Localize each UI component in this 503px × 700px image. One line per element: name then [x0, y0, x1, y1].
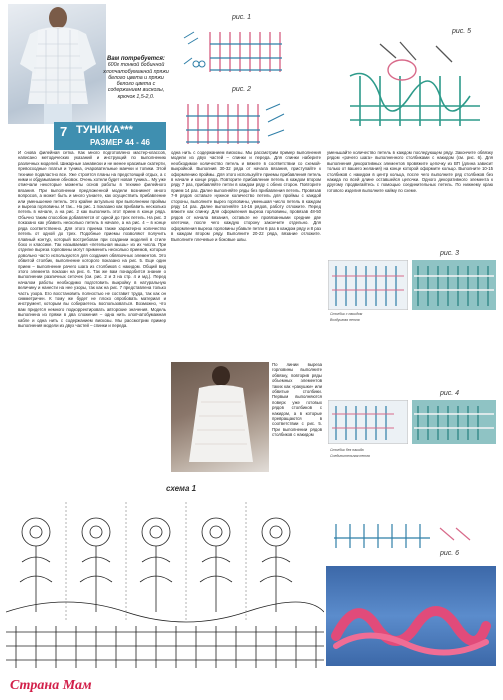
- figure-2-diagram: [180, 96, 290, 148]
- figure-3-diagram: [328, 260, 408, 310]
- figure-6-photo: [326, 566, 496, 666]
- figure-3-label: рис. 3: [440, 250, 460, 257]
- text-column-1: И снова филейная сетка. Как много подготовлено мастер-классов, написано методических указаний и инструкций по выполнению различных моделей. Шикарные занавески и не менее красивые скатерти, превосходные платья и туника, очаровательные маечки и топики. Этой технике подвластно все. Уже строятся планы на предстоящий отдых, а с ними и обдумывание обновок. Очень хотели будет новая туника... Му уже отмечали некоторые моменты основ работы в технике филейного вязания. При выполнении предложенной модели возникнет много вопросов, а может быть и много узнаете, как осуществить прибавление или уменьшение петель. Это крайне актуально при выполнении проймы и выреза горловины. И так... На рис. 1 показано как прибавить несколько петель в начале, а на рис. 2 как выполнить этот прием в конце ряда. Обычно таким способом добавляется от одной до трех петель. На рис. 3 показано как убавить несколько петель в начале, а на рис. 4 – в конце ряда соответственно. Для этого приема также характерно количество петель от одной до трех. Подобные приемы позволяют получить плавный контур, который востребован при создании моделей в стиле бохо и классике. Так называемая «петельная мышь» из их числа. При отделке выреза горловины могут применить несколько приемов, которые довольно часто используются для создания обвязочных элементов. Это обвитой столбик, выполнение которого показано на рис. 5. Еще один прием – выполнение рачего шага из столбиков с накидом. Общий вид этого элемента показан на рис. 6. Так же вам понадобится знание о выполнении различных сеточек (см. рис. 2 и 3 на стр. 4 и мд.). Перед началом работы необходимо подготовить выкройку в натуральную величину и нанести на нее узоры, так как на рис. 7 представлена только часть узора. Его восстановить полностью не составит труда, так как он симметричен. К тому же будет не плохо опробовать материал и инструмент, которым вы собираетесь воспользоваться. Возможно, что вам придется немного подкорректировать авторские значения. Модель выполнена из пряжи в два сложения – одна нить хлопчатобумажная кабле и одна нить с содержанием вискозы. Мы рассмотрим пример выполнения модели из двух частей – спинки и переда.: [18, 150, 166, 328]
- swatch-caption-4: Соединительная петля: [330, 454, 370, 458]
- materials-heading: Вам потребуется:: [107, 56, 165, 62]
- text-column-2-bottom: По линии выреза горловины выполните обвязку, повторив ряды объемных элементов таких как «ракушки» или обвитые столбики. Первым выполняются поверх уже готовых рядов столбиков с накидом, а в которые превращаются в соответствии с рис. 5. При выполнении рядов столбиков с накидом: [272, 362, 322, 438]
- title-block: [54, 122, 166, 150]
- swatch-caption-3: Столбик без накида: [330, 448, 364, 452]
- figure-3-swatch: [412, 260, 496, 310]
- figure-6-label: рис. 6: [440, 550, 460, 557]
- figure-1-label: рис. 1: [232, 14, 252, 21]
- swatch-caption-1: Столбик с накидом: [330, 312, 363, 316]
- text-column-2-top: одна нить с содержанием вискозы. Мы рассмотрим пример выполнения модели из двух частей – спинки и переда. Для спинки наберите необходимое количество петель и вяжите в соответствии со схемой-выкройкой. Выполнив 30-32 ряда от начала вязания, приступайте к оформлению проймы. Для этого используйте приемы прибавления петель в начале и конце ряда. Повторите прибавление петель в каждом втором ряду 7 раз, прибавляйте петли в каждом ряду с обеих сторон. Повторите прием 14 раз. Далее выполняйте ряды без прибавления петель. Провязав 7-9 рядов оставьте нужное количество петель для проймы с каждой стороны, выполните вырез горловины, уменьшая число петель в каждом ряду 14 раз. Далее выполняйте 14-16 рядов, работу отложите. Перед вяжите как спинку. Для оформления выреза горловины, провязав 48-50 рядов от начала вязания, оставьте не провязанными средние две клеточки, после чего каждую сторону закончите отдельно. Для оформления выреза горловины убавьте петли 6 раз в каждом ряду и 8 раз в каждом втором ряду. Выполните 20-22 ряда, вязание отложите. Выполните плечевые и боковые швы.: [171, 150, 321, 242]
- swatch-caption-2: Воздушная петля: [330, 318, 360, 322]
- materials-text: 600г тонкой бобинной хлопчатобумажной пряжи белого цвета и пряжи белого цвета с содержанием вискозы, крючок 1,5-2,0.: [103, 62, 169, 100]
- model-size: РАЗМЕР 44 - 46: [90, 138, 150, 147]
- figure-6-diagram: [330, 518, 490, 552]
- watermark: Страна Мам: [10, 678, 92, 693]
- figure-5-diagram: [340, 36, 490, 136]
- model-number: 7: [60, 124, 68, 139]
- figure-1-diagram: [180, 24, 290, 76]
- model-photo-front: [8, 4, 106, 124]
- figure-2-label: рис. 2: [232, 86, 252, 93]
- text-column-3: уменьшайте количество петель в каждом последующем ряду. Закончите обвязку рядом «рачего шага» выполненного столбиками с накидом (см. рис. 6). Для выполнения декоративных элементов провяжите цепочку из ВП (длина зависит только от вашего желания) на конце которой оформите кольцо. Выполните 10-15 столбиков с накидом в центр кольца, после чего выполните ряд столбиков без накида по всей длине оставшейся цепочки. Одного декоративного элемента к другому продвигайтесь с помощью соединительных петель. По нижнему краю готового изделия выполните кайму по схеме.: [327, 150, 493, 193]
- figure-4-swatch: [412, 400, 496, 444]
- materials-block: [100, 56, 172, 100]
- scheme-1-label: схема 1: [166, 484, 197, 493]
- model-title: ТУНИКА***: [76, 124, 133, 136]
- figure-4-diagram: [328, 400, 408, 444]
- figure-4-label: рис. 4: [440, 390, 460, 397]
- figure-5-label: рис. 5: [452, 28, 472, 35]
- scheme-1-diagram: [6, 492, 324, 682]
- model-photo-back: [171, 362, 269, 472]
